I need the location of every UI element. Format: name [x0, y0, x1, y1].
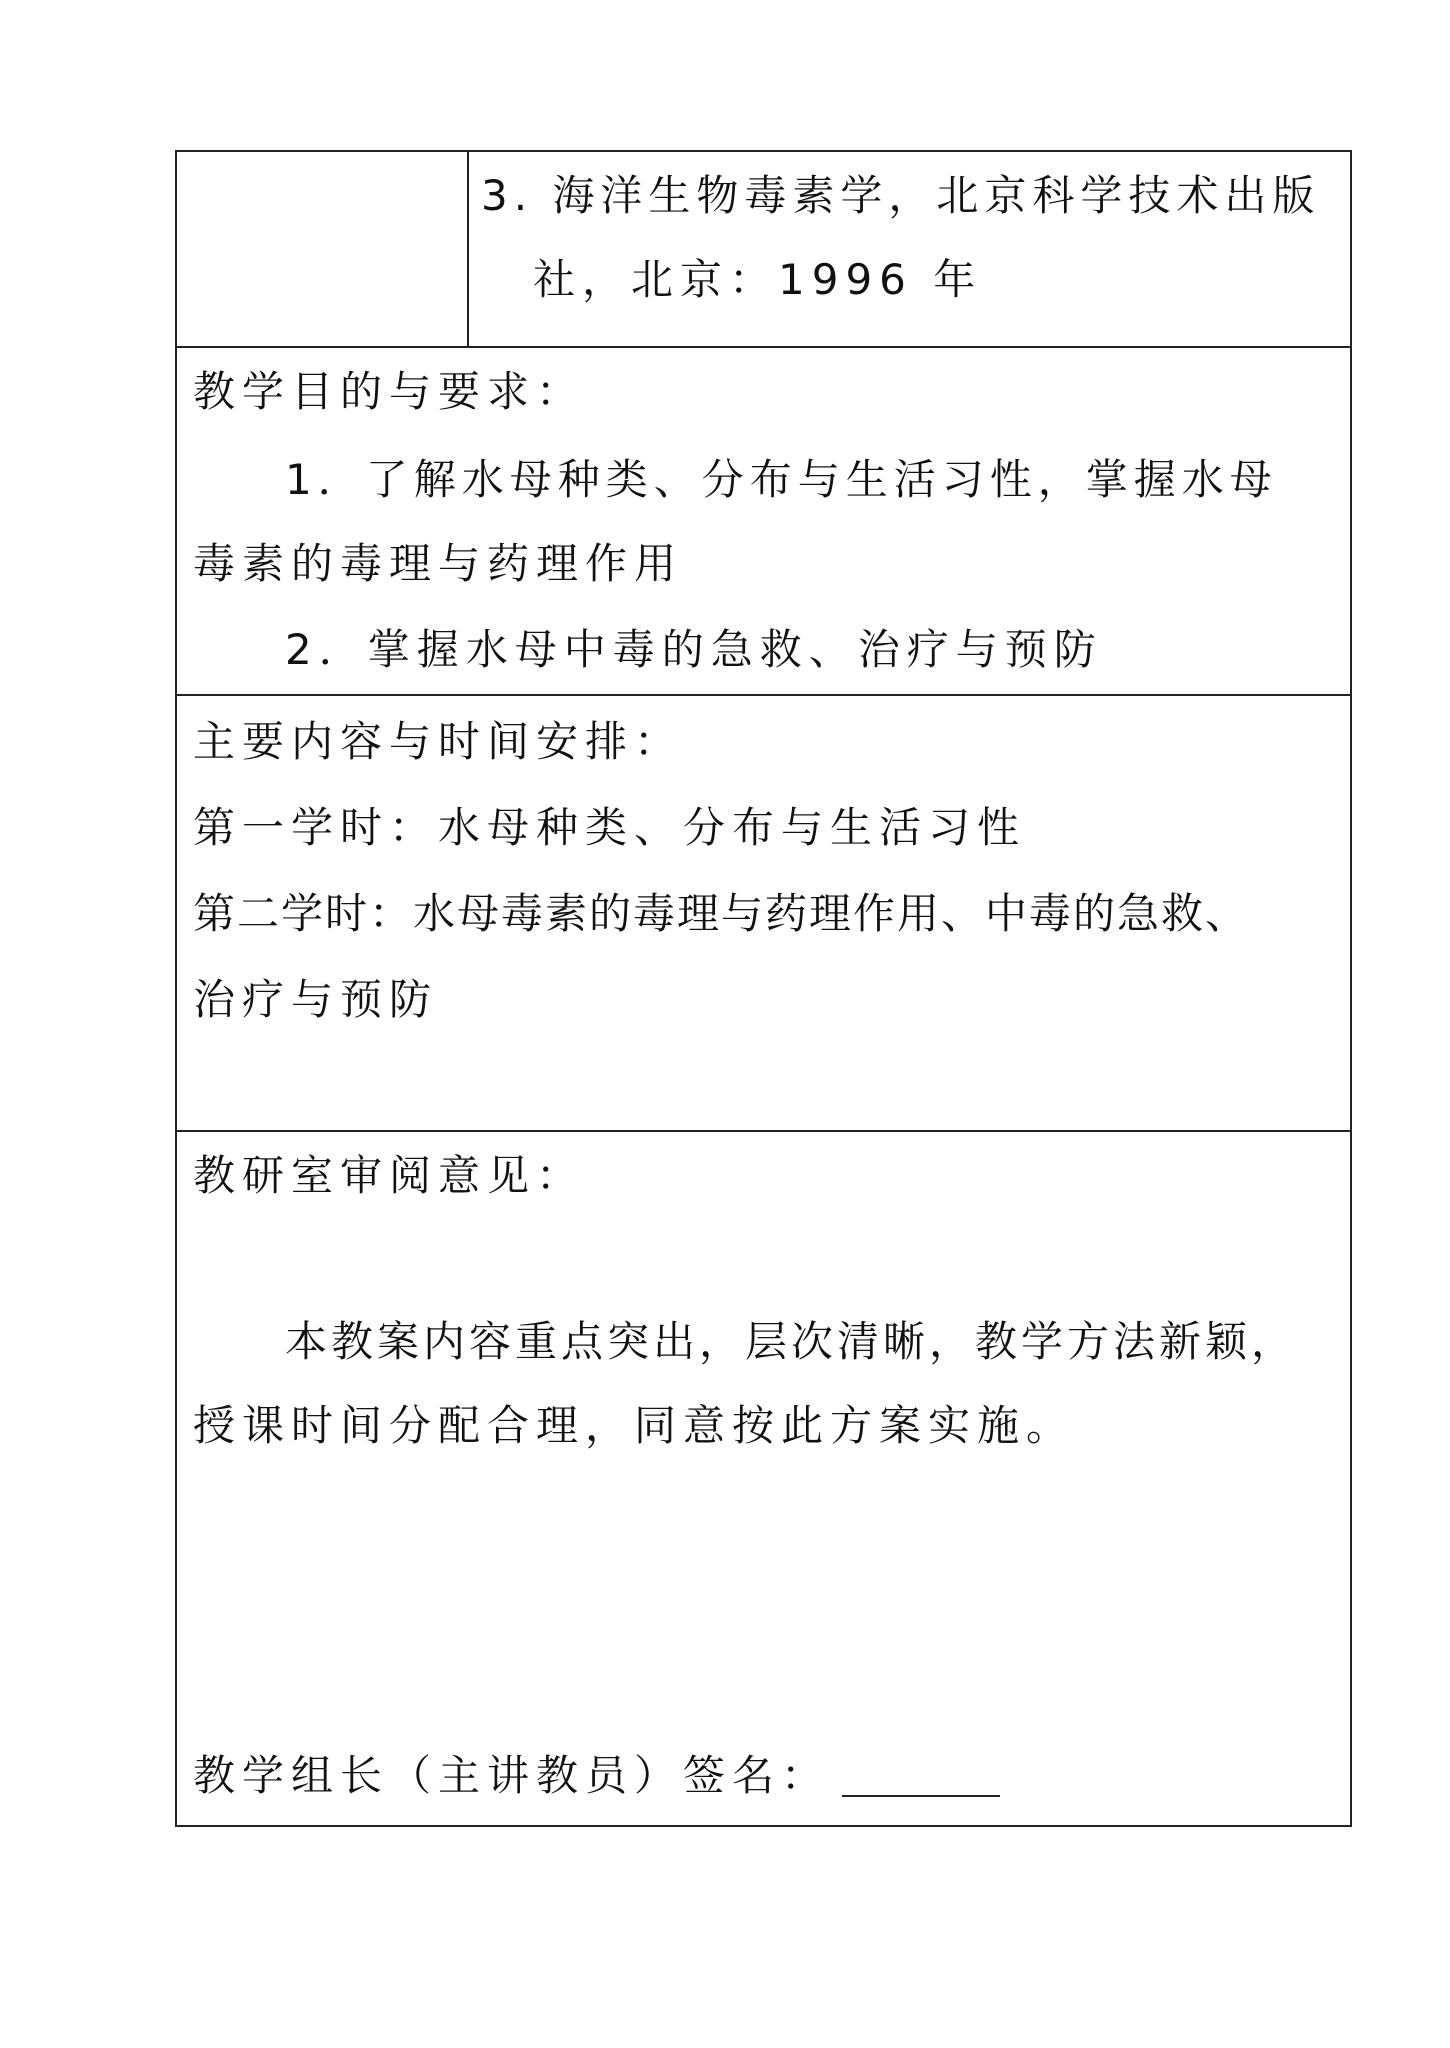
review-comment-line-1: 本教案内容重点突出，层次清晰，教学方法新颖，	[285, 1317, 1298, 1366]
content-schedule-row	[177, 696, 1350, 1132]
goal-2: 2．掌握水母中毒的急救、治疗与预防	[285, 625, 1103, 674]
reference-line-1: 3. 海洋生物毒素学，北京科学技术出版	[481, 171, 1321, 220]
plan-period-2-line-2: 治疗与预防	[193, 975, 439, 1024]
goal-1-line-1: 1．了解水母种类、分布与生活习性，掌握水母	[285, 455, 1278, 504]
review-opinion-row	[177, 1132, 1350, 1827]
review-comment-line-2: 授课时间分配合理，同意按此方案实施。	[193, 1401, 1076, 1450]
lesson-plan-table	[175, 150, 1352, 1827]
teaching-goals-row	[177, 348, 1350, 696]
signature-label: 教学组长（主讲教员）签名：	[193, 1751, 831, 1800]
reference-row	[177, 152, 1350, 348]
plan-heading: 主要内容与时间安排：	[193, 717, 684, 766]
goal-1-line-2: 毒素的毒理与药理作用	[193, 539, 684, 588]
goals-heading: 教学目的与要求：	[193, 367, 586, 416]
reference-line-2: 社，北京：1996 年	[533, 255, 983, 304]
reference-content-cell	[469, 152, 1350, 346]
plan-period-1: 第一学时：水母种类、分布与生活习性	[193, 803, 1027, 852]
review-heading: 教研室审阅意见：	[193, 1151, 586, 1200]
plan-period-2-line-1: 第二学时：水母毒素的毒理与药理作用、中毒的急救、	[193, 889, 1250, 938]
signature-blank-line[interactable]	[842, 1795, 1000, 1797]
reference-label-cell	[177, 152, 469, 346]
